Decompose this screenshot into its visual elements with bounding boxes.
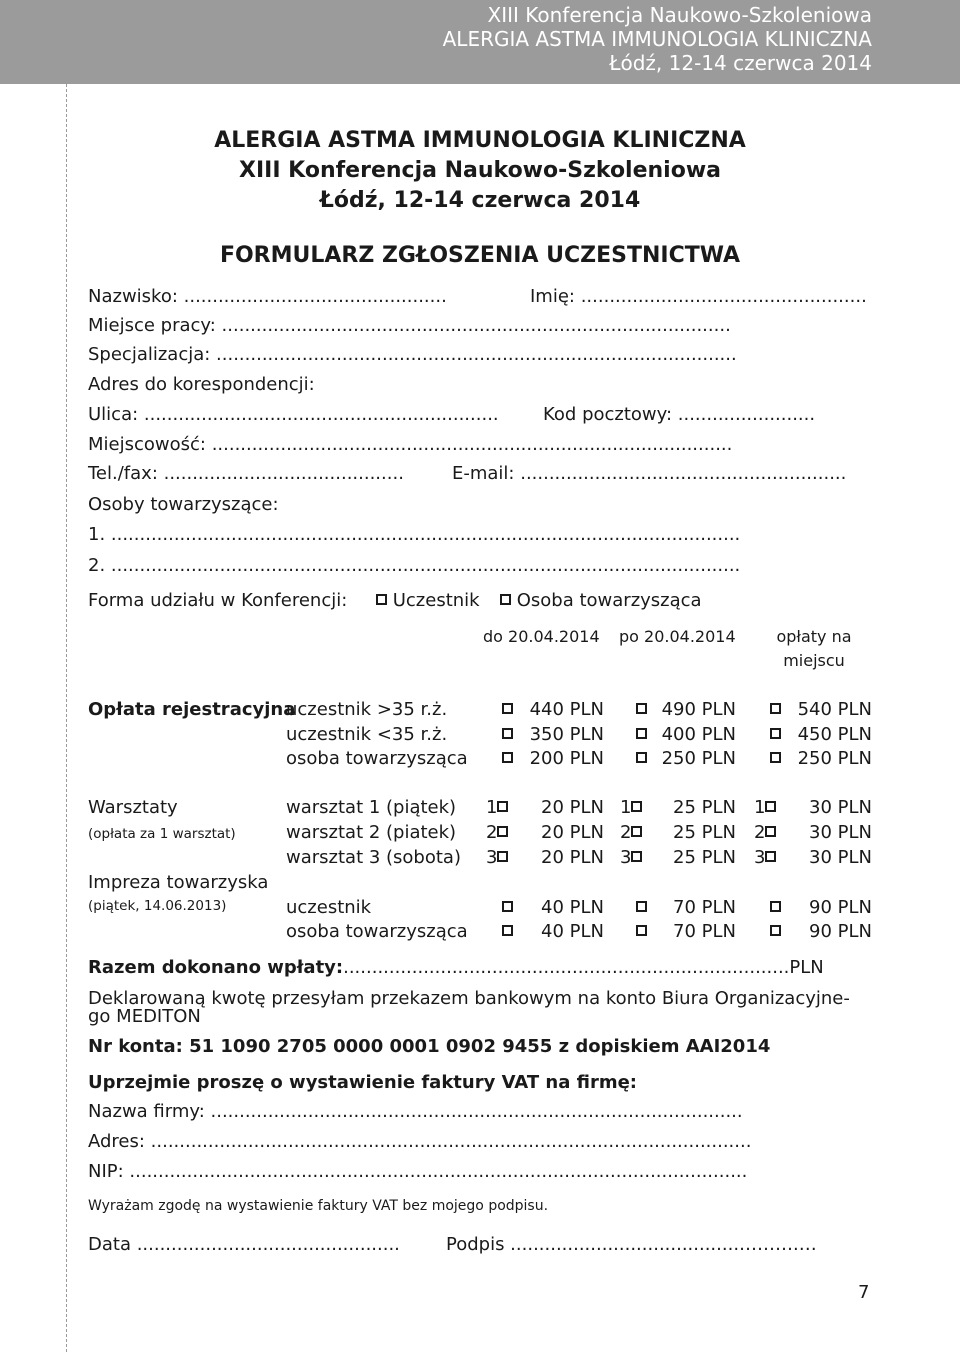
bank-account: Nr konta: 51 1090 2705 0000 0001 0902 9455 z dopiskiem AAI2014 <box>88 1036 771 1057</box>
price-checkbox[interactable] <box>486 797 508 819</box>
checkbox[interactable] <box>500 594 511 605</box>
price-checkbox[interactable] <box>754 847 776 869</box>
fee-row-label: uczestnik >35 r.ż. <box>286 699 448 720</box>
checkbox[interactable] <box>497 826 508 837</box>
participant-option[interactable]: Uczestnik <box>376 590 480 612</box>
cut-line <box>66 84 67 1352</box>
checkbox[interactable] <box>497 851 508 862</box>
fee-row-label: osoba towarzysząca <box>286 748 468 769</box>
specialization-field[interactable]: Specjalizacja: ........................................................................................... <box>88 344 737 365</box>
postal-code-field[interactable]: Kod pocztowy: ........................ <box>543 404 816 425</box>
workshop-number: 1 <box>620 797 632 818</box>
phone-fax-field[interactable]: Tel./fax: .......................................... <box>88 463 404 484</box>
street-field[interactable]: Ulica: .............................................................. <box>88 404 499 425</box>
checkbox[interactable] <box>765 801 776 812</box>
price-p3: 90 PLN <box>809 897 872 918</box>
price-p1: 20 PLN <box>541 797 604 818</box>
address-label: Adres do korespondencji: <box>88 374 315 395</box>
price-p2: 70 PLN <box>673 897 736 918</box>
invoice-heading: Uprzejmie proszę o wystawienie faktury VAT na firmę: <box>88 1072 637 1093</box>
fee-row-label: uczestnik <box>286 897 372 918</box>
workplace-field[interactable]: Miejsce pracy: ......................................................................................... <box>88 315 731 336</box>
participation-label: Forma udziału w Konferencji: <box>88 590 348 611</box>
fee-row-label: warsztat 2 (piatek) <box>286 822 457 843</box>
price-p3: 250 PLN <box>797 748 872 769</box>
workshops-note: (opłata za 1 warsztat) <box>88 826 236 842</box>
invoice-consent: Wyrażam zgodę na wystawienie faktury VAT bez mojego podpisu. <box>88 1198 549 1214</box>
declaration-line-1: Deklarowaną kwotę przesyłam przekazem bankowym na konto Biura Organizacyjne- <box>88 988 850 1009</box>
col-header-early: do 20.04.2014 <box>483 627 600 646</box>
price-p2: 250 PLN <box>661 748 736 769</box>
banner-title: ALERGIA ASTMA IMMUNOLOGIA KLINICZNA <box>442 27 872 51</box>
companions-label: Osoby towarzyszące: <box>88 494 279 515</box>
company-address-field[interactable]: Adres: ......................................................................................................... <box>88 1131 752 1152</box>
checkbox[interactable] <box>765 826 776 837</box>
companion-option[interactable]: Osoba towarzysząca <box>500 590 702 612</box>
fee-row-label: uczestnik <35 r.ż. <box>286 724 448 745</box>
col-header-onsite: opłaty na <box>776 627 852 646</box>
price-p1: 440 PLN <box>529 699 604 720</box>
price-p1: 40 PLN <box>541 921 604 942</box>
checkbox[interactable] <box>631 851 642 862</box>
form-title: FORMULARZ ZGŁOSZENIA UCZESTNICTWA <box>219 243 741 268</box>
checkbox[interactable] <box>497 801 508 812</box>
city-field[interactable]: Miejscowość: ........................................................................................... <box>88 434 733 455</box>
workshop-number: 2 <box>620 822 632 843</box>
price-p1: 20 PLN <box>541 847 604 868</box>
companion-2-field[interactable]: 2. .............................................................................................................. <box>88 555 741 576</box>
price-p1: 40 PLN <box>541 897 604 918</box>
total-payment[interactable]: Razem dokonano wpłaty:..............................................................................PLN <box>88 957 824 978</box>
price-p3: 30 PLN <box>809 822 872 843</box>
checkbox[interactable] <box>765 851 776 862</box>
price-p1: 200 PLN <box>529 748 604 769</box>
workshop-number: 3 <box>754 847 766 868</box>
workshop-number: 2 <box>486 822 498 843</box>
workshops-label: Warsztaty <box>88 797 178 818</box>
declaration-line-2: go MEDITON <box>88 1006 201 1027</box>
checkbox[interactable] <box>631 801 642 812</box>
price-p2: 25 PLN <box>673 822 736 843</box>
social-event-note: (piątek, 14.06.2013) <box>88 898 227 914</box>
surname-field[interactable]: Nazwisko: .............................................. <box>88 286 447 307</box>
fee-row-label: warsztat 1 (piątek) <box>286 797 457 818</box>
price-p2: 400 PLN <box>661 724 736 745</box>
workshop-number: 3 <box>620 847 632 868</box>
first-name-field[interactable]: Imię: .................................................. <box>530 286 867 307</box>
price-p2: 25 PLN <box>673 847 736 868</box>
header-banner <box>0 0 960 84</box>
workshop-number: 3 <box>486 847 498 868</box>
companion-1-field[interactable]: 1. .............................................................................................................. <box>88 524 741 545</box>
checkbox[interactable] <box>376 594 387 605</box>
price-p3: 540 PLN <box>797 699 872 720</box>
price-checkbox[interactable] <box>486 847 508 869</box>
email-field[interactable]: E-mail: ......................................................... <box>452 463 847 484</box>
price-p2: 25 PLN <box>673 797 736 818</box>
date-field[interactable]: Data .............................................. <box>88 1234 400 1255</box>
banner-conference: XIII Konferencja Naukowo-Szkoleniowa <box>487 3 872 27</box>
price-p3: 30 PLN <box>809 797 872 818</box>
price-p2: 490 PLN <box>661 699 736 720</box>
workshop-number: 2 <box>754 822 766 843</box>
price-checkbox[interactable] <box>754 822 776 844</box>
checkbox[interactable] <box>631 826 642 837</box>
workshop-number: 1 <box>486 797 498 818</box>
col-header-late: po 20.04.2014 <box>619 627 736 646</box>
social-event-label: Impreza towarzyska <box>88 872 269 893</box>
page-number: 7 <box>858 1282 870 1303</box>
page-subtitle: XIII Konferencja Naukowo-Szkoleniowa <box>238 158 722 183</box>
workshop-number: 1 <box>754 797 766 818</box>
page-date: Łódź, 12-14 czerwca 2014 <box>319 188 641 213</box>
col-header-onsite-2: miejscu <box>783 651 845 670</box>
price-p2: 70 PLN <box>673 921 736 942</box>
banner-date: Łódź, 12-14 czerwca 2014 <box>609 51 872 75</box>
price-p1: 350 PLN <box>529 724 604 745</box>
price-p3: 450 PLN <box>797 724 872 745</box>
price-checkbox[interactable] <box>620 797 642 819</box>
page-title: ALERGIA ASTMA IMMUNOLOGIA KLINICZNA <box>214 128 746 153</box>
fee-row-label: osoba towarzysząca <box>286 921 468 942</box>
registration-fee-label: Opłata rejestracyjna <box>88 699 296 720</box>
price-p3: 90 PLN <box>809 921 872 942</box>
price-checkbox[interactable] <box>486 822 508 844</box>
price-checkbox[interactable] <box>620 822 642 844</box>
signature-field[interactable]: Podpis ........................................……….… <box>446 1234 817 1255</box>
fee-row-label: warsztat 3 (sobota) <box>286 847 461 868</box>
price-checkbox[interactable] <box>620 847 642 869</box>
nip-field[interactable]: NIP: ............................................................................................................ <box>88 1161 748 1182</box>
price-p3: 30 PLN <box>809 847 872 868</box>
price-checkbox[interactable] <box>754 797 776 819</box>
price-p1: 20 PLN <box>541 822 604 843</box>
company-name-field[interactable]: Nazwa firmy: ............................................................................................. <box>88 1101 743 1122</box>
